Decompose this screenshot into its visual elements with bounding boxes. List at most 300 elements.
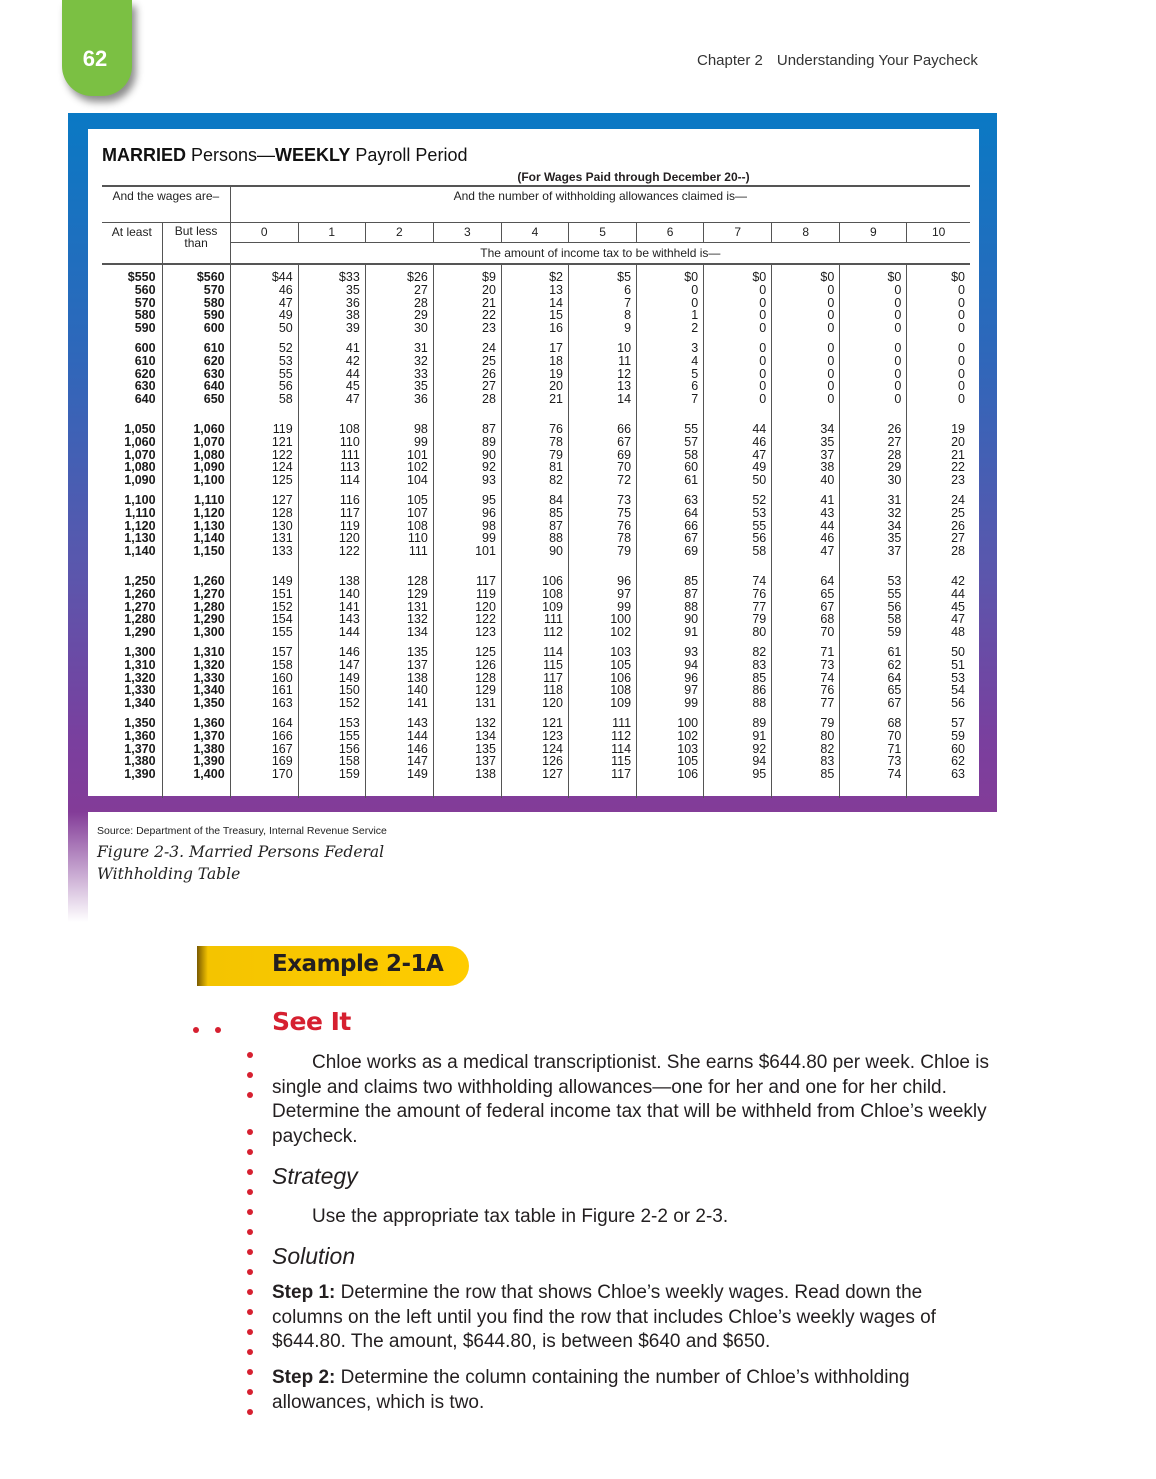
table-row xyxy=(102,355,970,368)
cell-withholding-3: $9 xyxy=(433,264,501,284)
cell-withholding-5: 99 xyxy=(569,601,637,614)
cell-withholding-2: 141 xyxy=(365,697,433,710)
cell-but-less-than: 1,400 xyxy=(162,768,230,781)
dot-icon xyxy=(247,1269,253,1275)
cell-withholding-2: 128 xyxy=(365,575,433,588)
cell-withholding-5: 114 xyxy=(569,743,637,756)
cell-withholding-4: 115 xyxy=(501,659,568,672)
cell-withholding-3: 99 xyxy=(433,532,501,545)
problem-body: Chloe works as a medical transcriptionist. She earns $644.80 per week. Chloe is single and claims two withholding allowances—one for her and one for her child. Determine the amount of federal income tax that will be withheld from Chloe’s weekly paycheck. xyxy=(272,1052,989,1147)
table-row xyxy=(102,322,970,335)
cell-withholding-4: 14 xyxy=(501,297,568,310)
cell-but-less-than: 1,130 xyxy=(162,520,230,533)
cell-withholding-6: 1 xyxy=(637,309,704,322)
cell-withholding-0: 52 xyxy=(230,342,298,355)
cell-withholding-6: 6 xyxy=(637,380,704,393)
cell-withholding-3: 122 xyxy=(433,613,501,626)
cell-withholding-1: 41 xyxy=(298,342,365,355)
cell-withholding-1: 143 xyxy=(298,613,365,626)
cell-withholding-6: 91 xyxy=(637,626,704,639)
cell-withholding-5: 67 xyxy=(569,436,637,449)
cell-withholding-2: 108 xyxy=(365,520,433,533)
cell-withholding-3: 93 xyxy=(433,474,501,487)
cell-withholding-5: 72 xyxy=(569,474,637,487)
cell-withholding-1: 116 xyxy=(298,494,365,507)
cell-withholding-3: 26 xyxy=(433,368,501,381)
cell-withholding-8: 34 xyxy=(772,423,840,436)
cell-withholding-6: 64 xyxy=(637,507,704,520)
cell-withholding-8: 65 xyxy=(772,588,840,601)
cell-withholding-2: 98 xyxy=(365,423,433,436)
cell-withholding-3: 135 xyxy=(433,743,501,756)
cell-withholding-2: 134 xyxy=(365,626,433,639)
cell-withholding-10: 0 xyxy=(907,309,970,322)
cell-withholding-10: 0 xyxy=(907,368,970,381)
cell-withholding-5: 11 xyxy=(569,355,637,368)
cell-withholding-5: 10 xyxy=(569,342,637,355)
strategy-text xyxy=(272,1205,1002,1230)
dot-icon xyxy=(247,1329,253,1335)
table-row xyxy=(102,380,970,393)
cell-at-least: 1,120 xyxy=(124,518,156,533)
see-it-heading: See It xyxy=(272,1007,351,1036)
cell-withholding-4: 114 xyxy=(501,646,568,659)
header-amount-caption: The amount of income tax to be withheld is— xyxy=(230,242,970,264)
cell-at-least: 600 xyxy=(134,340,156,355)
cell-at-least: 1,280 xyxy=(124,612,156,627)
cell-withholding-9: 56 xyxy=(840,601,907,614)
table-row xyxy=(102,768,970,781)
table-subtitle: (For Wages Paid through December 20--) xyxy=(517,170,750,184)
cell-withholding-1: 140 xyxy=(298,588,365,601)
cell-withholding-9: 68 xyxy=(840,717,907,730)
cell-withholding-10: 0 xyxy=(907,297,970,310)
cell-withholding-4: 111 xyxy=(501,613,568,626)
cell-withholding-9: 53 xyxy=(840,575,907,588)
cell-but-less-than: 1,310 xyxy=(162,646,230,659)
cell-at-least: $550 xyxy=(127,270,156,284)
cell-withholding-0: 121 xyxy=(230,436,298,449)
cell-withholding-4: 16 xyxy=(501,322,568,335)
title-married: MARRIED xyxy=(102,145,186,165)
cell-withholding-2: 132 xyxy=(365,613,433,626)
step-1-label: Step 1: xyxy=(272,1282,336,1303)
cell-withholding-9: 29 xyxy=(840,461,907,474)
cell-but-less-than: 1,150 xyxy=(162,545,230,558)
cell-withholding-6: 96 xyxy=(637,672,704,685)
cell-withholding-3: 101 xyxy=(433,545,501,558)
page-number-tab xyxy=(62,0,132,96)
cell-withholding-0: 161 xyxy=(230,684,298,697)
cell-withholding-4: 21 xyxy=(501,393,568,406)
cell-withholding-5: 78 xyxy=(569,532,637,545)
example-banner xyxy=(197,946,469,986)
cell-withholding-9: 30 xyxy=(840,474,907,487)
cell-but-less-than: $560 xyxy=(162,264,230,284)
cell-withholding-1: 146 xyxy=(298,646,365,659)
cell-withholding-3: 128 xyxy=(433,672,501,685)
cell-withholding-1: 150 xyxy=(298,684,365,697)
cell-withholding-10: 22 xyxy=(907,461,970,474)
cell-withholding-4: 127 xyxy=(501,768,568,781)
cell-withholding-6: 94 xyxy=(637,659,704,672)
cell-withholding-4: 76 xyxy=(501,423,568,436)
dot-icon xyxy=(247,1149,253,1155)
header-but-less-than: But less than xyxy=(162,222,230,264)
cell-withholding-0: 170 xyxy=(230,768,298,781)
cell-but-less-than: 620 xyxy=(162,355,230,368)
cell-withholding-3: 24 xyxy=(433,342,501,355)
cell-withholding-9: 70 xyxy=(840,730,907,743)
cell-withholding-7: 0 xyxy=(704,380,772,393)
cell-withholding-9: 67 xyxy=(840,697,907,710)
allowance-col-7: 7 xyxy=(704,222,772,242)
cell-withholding-6: 61 xyxy=(637,474,704,487)
cell-withholding-3: 87 xyxy=(433,423,501,436)
cell-withholding-8: 0 xyxy=(772,393,840,406)
allowance-col-3: 3 xyxy=(433,222,501,242)
cell-withholding-3: 96 xyxy=(433,507,501,520)
cell-withholding-5: 106 xyxy=(569,672,637,685)
example-label: Example 2-1A xyxy=(272,951,444,977)
cell-withholding-7: 85 xyxy=(704,672,772,685)
cell-withholding-1: 108 xyxy=(298,423,365,436)
cell-withholding-3: 20 xyxy=(433,284,501,297)
cell-withholding-5: 103 xyxy=(569,646,637,659)
cell-withholding-6: 55 xyxy=(637,423,704,436)
cell-withholding-8: 46 xyxy=(772,532,840,545)
cell-withholding-10: 0 xyxy=(907,380,970,393)
cell-withholding-2: 33 xyxy=(365,368,433,381)
cell-withholding-1: 44 xyxy=(298,368,365,381)
cell-at-least: 1,260 xyxy=(124,586,156,601)
cell-withholding-6: 69 xyxy=(637,545,704,558)
cell-withholding-2: 27 xyxy=(365,284,433,297)
cell-withholding-0: 53 xyxy=(230,355,298,368)
table-row xyxy=(102,520,970,533)
cell-withholding-4: 85 xyxy=(501,507,568,520)
cell-at-least: 1,360 xyxy=(124,728,156,743)
cell-withholding-3: 98 xyxy=(433,520,501,533)
cell-withholding-1: 114 xyxy=(298,474,365,487)
allowance-col-10: 10 xyxy=(907,222,970,242)
cell-but-less-than: 1,260 xyxy=(162,575,230,588)
cell-withholding-2: 101 xyxy=(365,449,433,462)
cell-withholding-2: 99 xyxy=(365,436,433,449)
title-period: Payroll Period xyxy=(350,145,468,165)
cell-withholding-0: 157 xyxy=(230,646,298,659)
cell-withholding-5: 13 xyxy=(569,380,637,393)
cell-at-least: 1,350 xyxy=(124,715,156,730)
cell-but-less-than: 1,300 xyxy=(162,626,230,639)
cell-withholding-6: 57 xyxy=(637,436,704,449)
cell-at-least: 1,390 xyxy=(124,767,156,782)
table-row xyxy=(102,684,970,697)
withholding-table-panel xyxy=(88,129,979,796)
cell-withholding-6: $0 xyxy=(637,264,704,284)
cell-withholding-0: 151 xyxy=(230,588,298,601)
cell-withholding-9: 58 xyxy=(840,613,907,626)
cell-at-least: 560 xyxy=(134,282,156,297)
cell-withholding-9: 0 xyxy=(840,393,907,406)
cell-withholding-4: 88 xyxy=(501,532,568,545)
cell-withholding-4: 120 xyxy=(501,697,568,710)
cell-withholding-1: 158 xyxy=(298,755,365,768)
cell-but-less-than: 1,110 xyxy=(162,494,230,507)
cell-but-less-than: 1,140 xyxy=(162,532,230,545)
cell-but-less-than: 600 xyxy=(162,322,230,335)
cell-withholding-8: 67 xyxy=(772,601,840,614)
cell-withholding-0: 167 xyxy=(230,743,298,756)
cell-withholding-8: 79 xyxy=(772,717,840,730)
cell-withholding-0: 164 xyxy=(230,717,298,730)
cell-withholding-10: 0 xyxy=(907,322,970,335)
cell-withholding-10: 0 xyxy=(907,355,970,368)
cell-withholding-9: 27 xyxy=(840,436,907,449)
cell-withholding-2: 29 xyxy=(365,309,433,322)
cell-at-least: 1,330 xyxy=(124,683,156,698)
cell-withholding-8: 70 xyxy=(772,626,840,639)
cell-withholding-4: 17 xyxy=(501,342,568,355)
cell-withholding-2: 131 xyxy=(365,601,433,614)
cell-at-least: 1,100 xyxy=(124,492,156,507)
cell-withholding-0: 50 xyxy=(230,322,298,335)
figure-source: Source: Department of the Treasury, Internal Revenue Service xyxy=(97,825,387,837)
cell-at-least: 1,290 xyxy=(124,625,156,640)
cell-withholding-8: 0 xyxy=(772,368,840,381)
cell-withholding-0: 166 xyxy=(230,730,298,743)
cell-withholding-8: 0 xyxy=(772,297,840,310)
cell-withholding-8: 41 xyxy=(772,494,840,507)
cell-withholding-7: 44 xyxy=(704,423,772,436)
table-row xyxy=(102,449,970,462)
cell-withholding-4: $2 xyxy=(501,264,568,284)
cell-withholding-7: 0 xyxy=(704,309,772,322)
cell-withholding-5: 117 xyxy=(569,768,637,781)
cell-withholding-5: 12 xyxy=(569,368,637,381)
cell-withholding-8: 0 xyxy=(772,309,840,322)
cell-withholding-7: 47 xyxy=(704,449,772,462)
cell-at-least: 1,130 xyxy=(124,531,156,546)
cell-withholding-7: 50 xyxy=(704,474,772,487)
cell-withholding-6: 85 xyxy=(637,575,704,588)
cell-but-less-than: 650 xyxy=(162,393,230,406)
cell-withholding-8: 74 xyxy=(772,672,840,685)
cell-withholding-8: 0 xyxy=(772,380,840,393)
cell-withholding-10: 23 xyxy=(907,474,970,487)
cell-withholding-0: 128 xyxy=(230,507,298,520)
cell-withholding-7: 80 xyxy=(704,626,772,639)
table-row xyxy=(102,545,970,558)
cell-withholding-9: $0 xyxy=(840,264,907,284)
cell-withholding-7: 88 xyxy=(704,697,772,710)
cell-at-least: 1,110 xyxy=(124,505,156,520)
cell-at-least: 1,320 xyxy=(124,670,156,685)
cell-withholding-7: 89 xyxy=(704,717,772,730)
cell-withholding-7: 55 xyxy=(704,520,772,533)
problem-text xyxy=(272,1051,1002,1149)
allowance-col-5: 5 xyxy=(569,222,637,242)
cell-withholding-7: 77 xyxy=(704,601,772,614)
header-wages: And the wages are– xyxy=(102,186,230,222)
cell-withholding-8: 68 xyxy=(772,613,840,626)
step-2 xyxy=(272,1366,997,1415)
step-1-text: Determine the row that shows Chloe’s weekly wages. Read down the columns on the left until you find the row that includes Chloe’s weekly wages of $644.80. The amount, $644.80, is between $640 and $650. xyxy=(272,1282,936,1352)
header-at-least: At least xyxy=(102,222,162,264)
dot-icon xyxy=(247,1409,253,1415)
table-row xyxy=(102,342,970,355)
cell-withholding-0: 133 xyxy=(230,545,298,558)
dot-icon xyxy=(247,1349,253,1355)
cell-withholding-8: 0 xyxy=(772,355,840,368)
cell-withholding-6: 58 xyxy=(637,449,704,462)
cell-withholding-6: 102 xyxy=(637,730,704,743)
withholding-table xyxy=(102,185,970,798)
cell-withholding-6: 4 xyxy=(637,355,704,368)
cell-withholding-8: 38 xyxy=(772,461,840,474)
cell-withholding-8: 47 xyxy=(772,545,840,558)
cell-but-less-than: 590 xyxy=(162,309,230,322)
cell-withholding-10: 47 xyxy=(907,613,970,626)
cell-withholding-2: 143 xyxy=(365,717,433,730)
cell-withholding-6: 66 xyxy=(637,520,704,533)
cell-withholding-2: 30 xyxy=(365,322,433,335)
cell-at-least: 1,080 xyxy=(124,460,156,475)
cell-withholding-8: 80 xyxy=(772,730,840,743)
cell-withholding-7: 58 xyxy=(704,545,772,558)
table-row xyxy=(102,717,970,730)
cell-but-less-than: 610 xyxy=(162,342,230,355)
allowance-col-0: 0 xyxy=(230,222,298,242)
cell-withholding-2: 137 xyxy=(365,659,433,672)
cell-withholding-8: 0 xyxy=(772,284,840,297)
cell-withholding-1: $33 xyxy=(298,264,365,284)
figure-caption: Figure 2-3. Married Persons Federal Withholding Table xyxy=(97,843,385,883)
cell-withholding-10: 62 xyxy=(907,755,970,768)
cell-withholding-2: 149 xyxy=(365,768,433,781)
solution-heading: Solution xyxy=(272,1243,356,1269)
cell-withholding-3: 21 xyxy=(433,297,501,310)
dot-icon xyxy=(247,1249,253,1255)
cell-withholding-1: 138 xyxy=(298,575,365,588)
dot-icon xyxy=(247,1369,253,1375)
cell-withholding-2: 102 xyxy=(365,461,433,474)
table-row xyxy=(102,613,970,626)
chapter-number: Chapter 2 xyxy=(697,52,763,69)
allowance-col-8: 8 xyxy=(772,222,840,242)
table-row xyxy=(102,755,970,768)
cell-withholding-7: 49 xyxy=(704,461,772,474)
cell-withholding-7: 74 xyxy=(704,575,772,588)
cell-withholding-3: 22 xyxy=(433,309,501,322)
cell-withholding-5: 109 xyxy=(569,697,637,710)
allowance-col-4: 4 xyxy=(501,222,568,242)
table-row xyxy=(102,743,970,756)
cell-withholding-2: 104 xyxy=(365,474,433,487)
cell-withholding-1: 39 xyxy=(298,322,365,335)
cell-but-less-than: 1,380 xyxy=(162,743,230,756)
cell-withholding-5: 115 xyxy=(569,755,637,768)
cell-withholding-0: 160 xyxy=(230,672,298,685)
cell-withholding-3: 125 xyxy=(433,646,501,659)
cell-withholding-3: 90 xyxy=(433,449,501,462)
cell-at-least: 1,250 xyxy=(124,573,156,588)
cell-withholding-4: 78 xyxy=(501,436,568,449)
cell-withholding-7: 94 xyxy=(704,755,772,768)
cell-withholding-1: 110 xyxy=(298,436,365,449)
cell-withholding-6: 106 xyxy=(637,768,704,781)
cell-withholding-8: 37 xyxy=(772,449,840,462)
cell-withholding-8: 73 xyxy=(772,659,840,672)
cell-withholding-2: 110 xyxy=(365,532,433,545)
cell-withholding-5: 102 xyxy=(569,626,637,639)
dot-icon xyxy=(247,1209,253,1215)
cell-withholding-6: 103 xyxy=(637,743,704,756)
cell-withholding-7: 82 xyxy=(704,646,772,659)
cell-withholding-6: 0 xyxy=(637,297,704,310)
cell-withholding-2: 28 xyxy=(365,297,433,310)
cell-withholding-7: 0 xyxy=(704,297,772,310)
cell-withholding-5: 6 xyxy=(569,284,637,297)
cell-withholding-6: 90 xyxy=(637,613,704,626)
cell-withholding-10: 56 xyxy=(907,697,970,710)
title-weekly: WEEKLY xyxy=(275,145,351,165)
table-row xyxy=(102,284,970,297)
cell-withholding-8: 83 xyxy=(772,755,840,768)
cell-withholding-4: 20 xyxy=(501,380,568,393)
cell-at-least: 1,070 xyxy=(124,447,156,462)
cell-at-least: 1,340 xyxy=(124,696,156,711)
cell-withholding-3: 95 xyxy=(433,494,501,507)
cell-at-least: 610 xyxy=(134,353,156,368)
dot-icon xyxy=(247,1229,253,1235)
cell-withholding-2: 147 xyxy=(365,755,433,768)
dot-icon xyxy=(193,1027,199,1033)
cell-withholding-5: 9 xyxy=(569,322,637,335)
cell-withholding-5: 79 xyxy=(569,545,637,558)
dot-icon xyxy=(247,1129,253,1135)
cell-withholding-4: 90 xyxy=(501,545,568,558)
cell-withholding-7: 0 xyxy=(704,368,772,381)
cell-withholding-1: 159 xyxy=(298,768,365,781)
cell-withholding-4: 112 xyxy=(501,626,568,639)
cell-withholding-3: 126 xyxy=(433,659,501,672)
cell-withholding-3: 123 xyxy=(433,626,501,639)
table-row xyxy=(102,461,970,474)
cell-withholding-9: 34 xyxy=(840,520,907,533)
allowance-col-1: 1 xyxy=(298,222,365,242)
step-2-text: Determine the column containing the number of Chloe’s withholding allowances, which is two. xyxy=(272,1367,910,1413)
cell-withholding-2: 146 xyxy=(365,743,433,756)
cell-withholding-0: 122 xyxy=(230,449,298,462)
cell-withholding-5: 73 xyxy=(569,494,637,507)
cell-withholding-6: 67 xyxy=(637,532,704,545)
cell-at-least: 1,090 xyxy=(124,473,156,488)
cell-withholding-3: 131 xyxy=(433,697,501,710)
cell-withholding-0: 154 xyxy=(230,613,298,626)
cell-withholding-1: 38 xyxy=(298,309,365,322)
cell-withholding-3: 137 xyxy=(433,755,501,768)
cell-withholding-0: 46 xyxy=(230,284,298,297)
cell-withholding-0: 47 xyxy=(230,297,298,310)
cell-withholding-8: 76 xyxy=(772,684,840,697)
cell-at-least: 1,310 xyxy=(124,657,156,672)
cell-withholding-10: 0 xyxy=(907,284,970,297)
allowance-col-2: 2 xyxy=(365,222,433,242)
cell-withholding-0: 58 xyxy=(230,393,298,406)
table-row xyxy=(102,393,970,406)
cell-withholding-9: 26 xyxy=(840,423,907,436)
